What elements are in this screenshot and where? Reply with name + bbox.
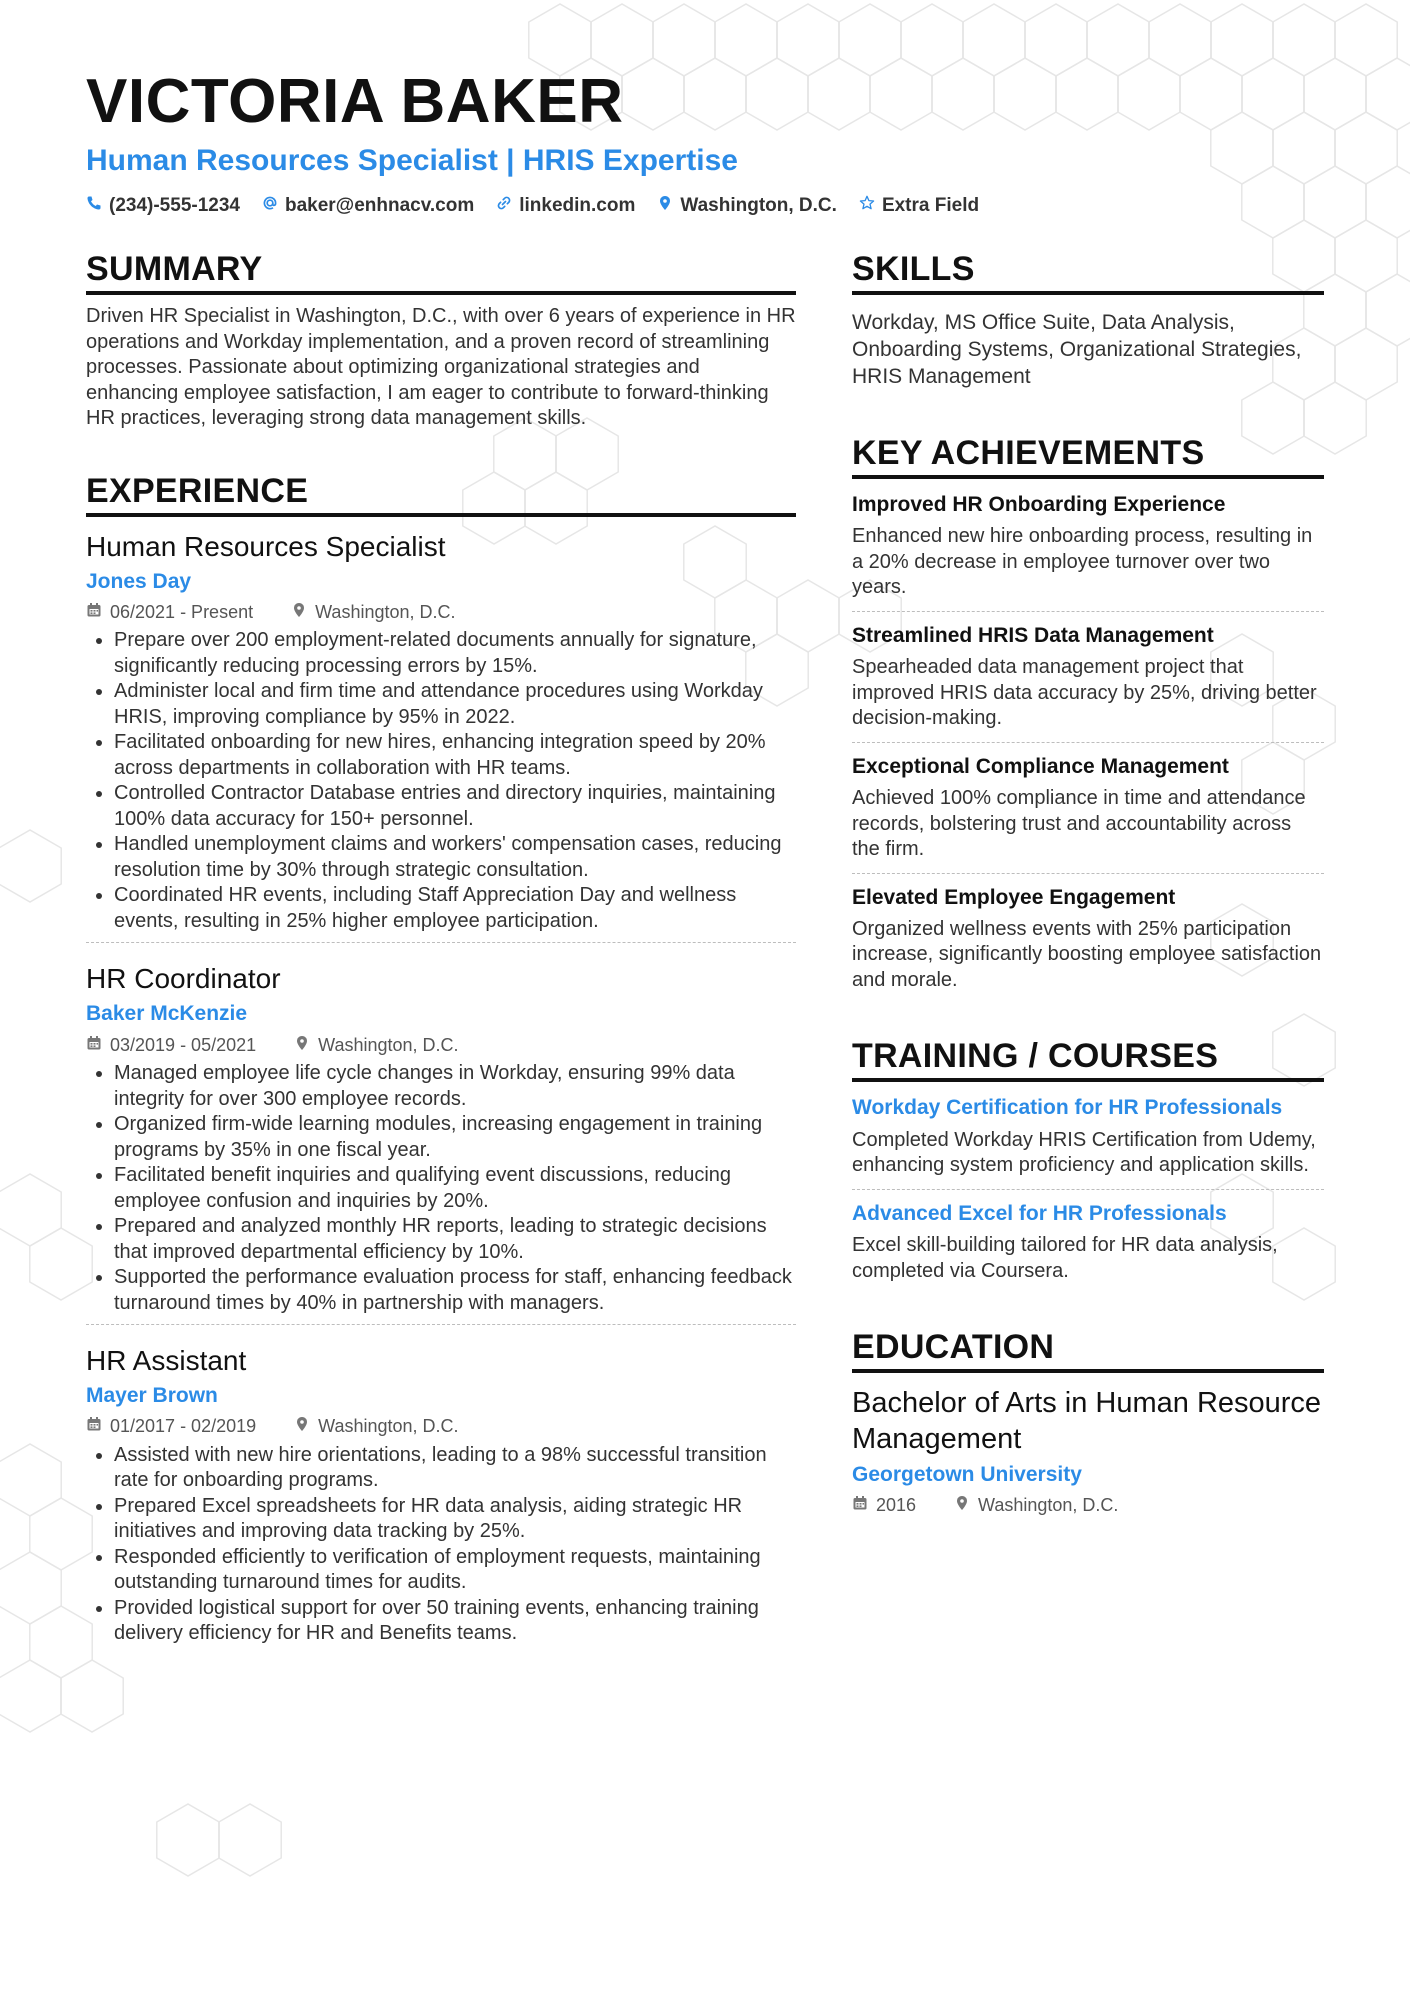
course-item (852, 1082, 1324, 1188)
job-title: HR Assistant (86, 1345, 247, 1377)
achievement-item (852, 479, 1324, 611)
bullet-item: Facilitated onboarding for new hires, enhancing integration speed by 20% across departments in collaboration with HR teams. (86, 730, 796, 781)
contact-extra (859, 195, 979, 217)
key-achievements-heading: KEY ACHIEVEMENTS (852, 434, 1324, 479)
job-meta (86, 1415, 796, 1438)
location-pin-icon (291, 601, 307, 624)
contact-bar (86, 195, 979, 217)
location-pin-icon (657, 195, 673, 217)
bullet-item: Supported the performance evaluation process for staff, enhancing feedback turnaround times by 40% in partnership with managers. (86, 1265, 796, 1316)
job-company: Jones Day (86, 569, 192, 593)
right-column (852, 250, 1324, 1518)
job-bullets (86, 1443, 796, 1647)
contact-email-text: baker@enhnacv.com (284, 195, 475, 216)
education-school: Georgetown University (852, 1463, 1082, 1487)
bullet-item: Handled unemployment claims and workers' compensation cases, reducing resolution time by 30% through strategic consultation. (86, 832, 796, 883)
education-meta (852, 1494, 1324, 1517)
achievement-title: Exceptional Compliance Management (852, 754, 1229, 778)
calendar-icon (86, 1034, 102, 1057)
bullet-item: Prepared Excel spreadsheets for HR data analysis, aiding strategic HR initiatives and improving data tracking by 25%. (86, 1494, 796, 1545)
skills-text: Workday, MS Office Suite, Data Analysis, Onboarding Systems, Organizational Strategies, HRIS Management (852, 311, 1302, 389)
experience-heading: EXPERIENCE (86, 472, 796, 517)
bullet-item: Provided logistical support for over 50 training events, enhancing training delivery efficiency for HR and Benefits teams. (86, 1596, 796, 1647)
bullet-item: Coordinated HR events, including Staff Appreciation Day and wellness events, resulting in 25% higher employee participation. (86, 883, 796, 934)
achievement-title: Streamlined HRIS Data Management (852, 623, 1214, 647)
calendar-icon (86, 1415, 102, 1438)
at-icon (262, 195, 278, 217)
job-dates: 03/2019 - 05/2021 (110, 1034, 257, 1055)
contact-linkedin-text: linkedin.com (519, 195, 636, 216)
achievement-item (852, 874, 1324, 1004)
job-bullets (86, 1061, 796, 1316)
course-title: Workday Certification for HR Professionals (852, 1096, 1283, 1120)
star-icon (859, 195, 875, 217)
education-heading: EDUCATION (852, 1328, 1324, 1373)
course-desc: Completed Workday HRIS Certification from Udemy, enhancing system proficiency and application skills. (852, 1128, 1316, 1177)
job-title: HR Coordinator (86, 963, 281, 995)
job-dates: 01/2017 - 02/2019 (110, 1416, 257, 1437)
course-item (852, 1190, 1324, 1294)
job-entry (86, 1343, 796, 1653)
bullet-item: Administer local and firm time and attendance procedures using Workday HRIS, improving compliance by 95% in 2022. (86, 679, 796, 730)
job-bullets (86, 628, 796, 934)
dashed-divider (86, 1324, 796, 1325)
contact-linkedin[interactable] (496, 195, 635, 217)
bullet-item: Assisted with new hire orientations, leading to a 98% successful transition rate for onboarding programs. (86, 1443, 796, 1494)
achievement-desc: Spearheaded data management project that improved HRIS data accuracy by 25%, driving better decision-making. (852, 656, 1317, 730)
training-heading: TRAINING / COURSES (852, 1037, 1324, 1082)
contact-extra-text: Extra Field (881, 195, 980, 216)
summary-heading: SUMMARY (86, 250, 796, 295)
achievement-desc: Enhanced new hire onboarding process, resulting in a 20% decrease in employee turnover over two years. (852, 525, 1313, 599)
location-pin-icon (294, 1415, 310, 1438)
contact-email[interactable] (262, 195, 474, 217)
achievement-item (852, 743, 1324, 873)
bullet-item: Prepare over 200 employment-related documents annually for signature, significantly reducing processing errors by 15%. (86, 628, 796, 679)
summary-text: Driven HR Specialist in Washington, D.C., with over 6 years of experience in HR operations and Workday implementation, and a proven record of streamlining processes. Passionate about optimizing organizational strategies and enhancing employee satisfaction, I am eager to contribute to forward-thinking HR practices, leveraging strong data management skills. (86, 305, 796, 430)
job-entry (86, 961, 796, 1331)
job-entry (86, 529, 796, 950)
education-year: 2016 (876, 1495, 917, 1516)
link-icon (496, 195, 512, 217)
contact-location-text: Washington, D.C. (680, 195, 837, 216)
location-pin-icon (294, 1034, 310, 1057)
contact-phone-text: (234)-555-1234 (109, 195, 240, 216)
skills-heading: SKILLS (852, 250, 1324, 295)
course-title: Advanced Excel for HR Professionals (852, 1201, 1227, 1225)
contact-location (657, 195, 837, 217)
job-meta (86, 1034, 796, 1057)
calendar-icon (852, 1494, 868, 1517)
calendar-icon (86, 601, 102, 624)
bullet-item: Responded efficiently to verification of employment requests, maintaining outstanding turnaround times for audits. (86, 1545, 796, 1596)
bullet-item: Organized firm-wide learning modules, increasing engagement in training programs by 35% in one fiscal year. (86, 1112, 796, 1163)
job-location: Washington, D.C. (318, 1416, 459, 1437)
achievement-item (852, 612, 1324, 742)
bullet-item: Facilitated benefit inquiries and qualifying event discussions, reducing employee confusion and inquiries by 20%. (86, 1163, 796, 1214)
course-desc: Excel skill-building tailored for HR data analysis, completed via Coursera. (852, 1234, 1278, 1282)
achievement-title: Improved HR Onboarding Experience (852, 493, 1226, 517)
candidate-name: VICTORIA BAKER (86, 67, 624, 136)
left-column (86, 250, 796, 1653)
job-meta (86, 601, 796, 624)
bullet-item: Controlled Contractor Database entries and directory inquiries, maintaining 100% data accuracy for 150+ personnel. (86, 781, 796, 832)
candidate-headline: Human Resources Specialist | HRIS Expertise (86, 144, 738, 177)
education-location: Washington, D.C. (978, 1495, 1119, 1516)
job-company: Baker McKenzie (86, 1002, 248, 1026)
dashed-divider (86, 942, 796, 943)
job-dates: 06/2021 - Present (110, 601, 254, 622)
phone-icon (86, 195, 102, 217)
job-title: Human Resources Specialist (86, 530, 446, 562)
job-company: Mayer Brown (86, 1384, 218, 1408)
contact-phone[interactable] (86, 195, 240, 217)
education-degree: Bachelor of Arts in Human Resource Management (852, 1387, 1322, 1456)
achievement-desc: Organized wellness events with 25% participation increase, significantly boosting employee satisfaction and morale. (852, 917, 1322, 991)
bullet-item: Prepared and analyzed monthly HR reports, leading to strategic decisions that improved departmental efficiency by 10%. (86, 1214, 796, 1265)
location-pin-icon (954, 1494, 970, 1517)
achievement-title: Elevated Employee Engagement (852, 885, 1176, 909)
bullet-item: Managed employee life cycle changes in Workday, ensuring 99% data integrity for over 300 employee records. (86, 1061, 796, 1112)
job-location: Washington, D.C. (318, 1034, 459, 1055)
achievement-desc: Achieved 100% compliance in time and attendance records, bolstering trust and accountability across the firm. (852, 787, 1306, 861)
job-location: Washington, D.C. (315, 601, 456, 622)
